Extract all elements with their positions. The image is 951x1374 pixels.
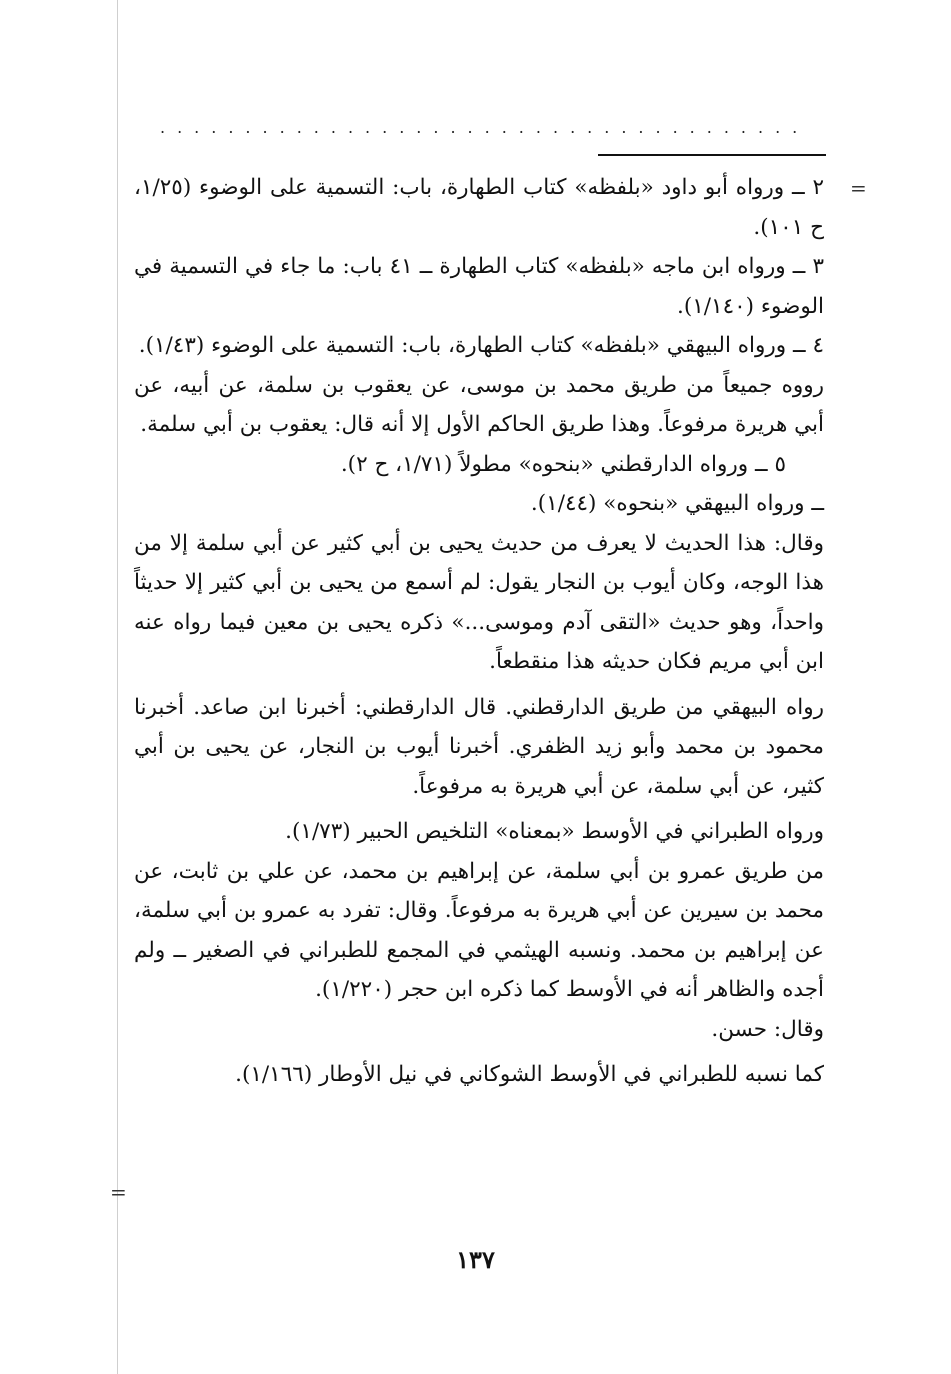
paragraph: وقال: حسن.	[711, 1016, 824, 1042]
paragraph: ٤ ــ ورواه البيهقي «بلفظه» كتاب الطهارة، باب: التسمية على الوضوء (١/٤٣).	[138, 333, 824, 358]
paragraph: من طريق عمرو بن أبي سلمة، عن إبراهيم بن محمد، عن علي بن ثابت، عن محمد بن سيرين عن أبي هريرة به مرفوعاً. وقال: تفرد به عمرو بن أبي سلمة، عن إبراهيم بن محمد. ونسبه الهيثمي في المجمع للطبراني في الصغير ــ ولم أجده والظاهر أنه في الأوسط كما ذكره ابن حجر (١/٢٢٠).	[134, 858, 824, 1002]
paragraph: ٣ ــ ورواه ابن ماجه «بلفظه» كتاب الطهارة ــ ٤١ باب: ما جاء في التسمية في الوضوء (١/١٤٠).	[134, 254, 824, 319]
footnote-rule	[598, 154, 826, 156]
margin-mark-bottom: =	[110, 1180, 127, 1204]
paragraph: ٥ ــ ورواه الدارقطني «بنحوه» مطولاً (١/٧١، ح ٢).	[340, 451, 786, 477]
paragraph: وقال: هذا الحديث لا يعرف من حديث يحيى بن أبي كثير عن أبي سلمة إلا من هذا الوجه، وكان أيوب بن النجار يقول: لم أسمع من يحيى بن أبي كثير إلا حديثاً واحداً، وهو حديث «التقى آدم وموسى...» ذكره يحيى بن معين فيما رواه عنه ابن أبي مريم فكان حديثه هذا منقطعاً.	[134, 530, 824, 674]
margin-mark-top: =	[850, 176, 867, 200]
paragraph: ــ ورواه البيهقي «بنحوه» (١/٤٤).	[530, 491, 824, 516]
paragraph: رواه البيهقي من طريق الدارقطني. قال الدارقطني: أخبرنا ابن صاعد. أخبرنا محمود بن محمد وأبو زيد الظفري. أخبرنا أيوب بن النجار، عن يحيى بن أبي كثير، عن أبي سلمة، عن أبي هريرة به مرفوعاً.	[134, 694, 824, 799]
paragraph: ٢ ــ ورواه أبو داود «بلفظه» كتاب الطهارة، باب: التسمية على الوضوء (١/٢٥، ح ١٠١).	[134, 175, 824, 240]
paragraph: كما نسبه للطبراني في الأوسط الشوكاني في نيل الأوطار (١/١٦٦).	[235, 1062, 824, 1087]
paragraph: رووه جميعاً من طريق محمد بن موسى، عن يعقوب بن سلمة، عن أبيه، عن أبي هريرة مرفوعاً. وهذا طريق الحاكم الأول إلا أنه قال: يعقوب بن أبي سلمة.	[134, 372, 824, 437]
page-body	[134, 168, 824, 1095]
page-number: ١٣٧	[456, 1245, 495, 1274]
separator-dots: ......................................	[160, 118, 810, 137]
paragraph: ورواه الطبراني في الأوسط «بمعناه» التلخيص الحبير (١/٧٣).	[285, 819, 824, 844]
margin-line	[117, 0, 118, 1374]
